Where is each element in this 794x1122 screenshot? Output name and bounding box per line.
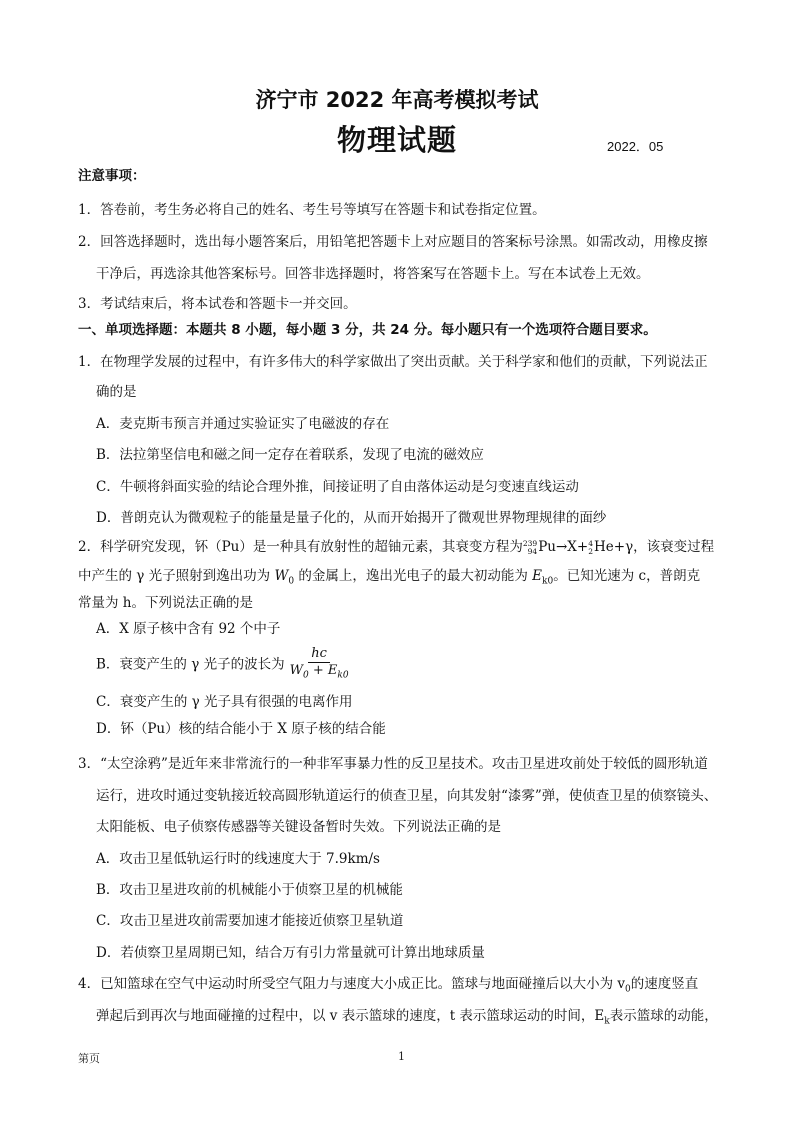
q1-option-c: C．牛顿将斜面实验的结论合理外推，间接证明了自由落体运动是匀变速直线运动 — [96, 479, 579, 495]
x-symbol: X+ — [567, 539, 589, 555]
q2-option-d: D．钚（Pu）核的结合能小于 X 原子核的结合能 — [96, 721, 386, 737]
q1-stem-line2: 确的是 — [96, 384, 137, 400]
q2-stem-line1 — [78, 535, 714, 556]
q4-stem-line2: 弹起后到再次与地面碰撞的过程中，以 v 表示篮球的速度，t 表示篮球运动的时间，$E_k$表示篮球的动能， — [96, 1008, 718, 1027]
pu-isotope: 239 94 — [522, 538, 538, 556]
q2-stem-line2: 中产生的 γ 光子照射到逸出功为 $W_0$ 的金属上，逸出光电子的最大初动能为 $E_{k0}$。已知光速为 c，普朗克 — [78, 568, 701, 587]
q1-option-d: D．普朗克认为微观粒子的能量是量子化的，从而开始揭开了微观世界物理规律的面纱 — [96, 510, 607, 526]
notice-item-2: 2．回答选择题时，选出每小题答案后，用铅笔把答题卡上对应题目的答案标号涂黑。如需改动，用橡皮擦 — [78, 234, 708, 250]
q1-option-a: A．麦克斯韦预言并通过实验证实了电磁波的存在 — [96, 416, 390, 432]
footer-label: 第页 — [78, 1052, 100, 1065]
q3-stem-line2: 运行，进攻时通过变轨接近较高圆形轨道运行的侦查卫星，向其发射“漆雾”弹，使侦查卫星的侦察镜头、 — [96, 788, 718, 804]
notice-heading: 注意事项： — [78, 168, 146, 184]
q3-option-d: D．若侦察卫星周期已知，结合万有引力常量就可计算出地球质量 — [96, 945, 485, 961]
q3-stem-line3: 太阳能板、电子侦察传感器等关键设备暂时失效。下列说法正确的是 — [96, 819, 501, 835]
arrow-symbol: → — [555, 539, 568, 555]
section-heading: 一、单项选择题：本题共 8 小题，每小题 3 分，共 24 分。每小题只有一个选项符合题目要求。 — [78, 322, 657, 338]
page-number: 1 — [398, 1050, 405, 1063]
q3-option-c: C．攻击卫星进攻前需要加速才能接近侦察卫星轨道 — [96, 913, 404, 929]
wavelength-fraction: $\frac{hc}{W_0 + E_{k0}}$ — [289, 646, 349, 681]
exam-subtitle: 物理试题 — [336, 123, 457, 157]
exam-title: 济宁市 2022 年高考模拟考试 — [255, 88, 539, 112]
q1-option-b: B．法拉第坚信电和磁之间一定存在着联系，发现了电流的磁效应 — [96, 447, 484, 463]
q2-stem-line3: 常量为 h。下列说法正确的是 — [78, 595, 253, 611]
he-isotope: 4 2 — [588, 538, 594, 556]
q2-option-b-text: B．衰变产生的 γ 光子的波长为 — [96, 656, 285, 673]
q2-option-b — [96, 646, 352, 684]
q3-stem-line1: 3．“太空涂鸦”是近年来非常流行的一种非军事暴力性的反卫星技术。攻击卫星进攻前处于较低的圆形轨道 — [78, 756, 708, 772]
q3-option-a: A．攻击卫星低轨运行时的线速度大于 7.9km/s — [96, 851, 380, 867]
q2-option-a: A．X 原子核中含有 92 个中子 — [96, 621, 281, 637]
he-symbol: He+γ — [594, 539, 634, 555]
notice-item-1: 1．答卷前，考生务必将自己的姓名、考生号等填写在答题卡和试卷指定位置。 — [78, 202, 546, 218]
q2-text-1a: 2．科学研究发现，钚（Pu）是一种具有放射性的超铀元素，其衰变方程为 — [78, 539, 523, 555]
q1-stem-line1: 1．在物理学发展的过程中，有许多伟大的科学家做出了突出贡献。关于科学家和他们的贡献，下列说法正 — [78, 354, 708, 370]
q2-text-1b: ，该衰变过程 — [633, 539, 715, 555]
q2-option-c: C．衰变产生的 γ 光子具有很强的电离作用 — [96, 694, 353, 710]
q3-option-b: B．攻击卫星进攻前的机械能小于侦察卫星的机械能 — [96, 882, 403, 898]
notice-item-2-cont: 干净后，再选涂其他答案标号。回答非选择题时，将答案写在答题卡上。写在本试卷上无效。 — [96, 266, 650, 282]
exam-date: 2022．05 — [607, 139, 664, 154]
q4-stem-line1: 4．已知篮球在空气中运动时所受空气阻力与速度大小成正比。篮球与地面碰撞后以大小为 $v_0$的速度竖直 — [78, 976, 699, 995]
notice-item-3: 3．考试结束后，将本试卷和答题卡一并交回。 — [78, 296, 357, 312]
pu-symbol: Pu — [538, 539, 556, 555]
